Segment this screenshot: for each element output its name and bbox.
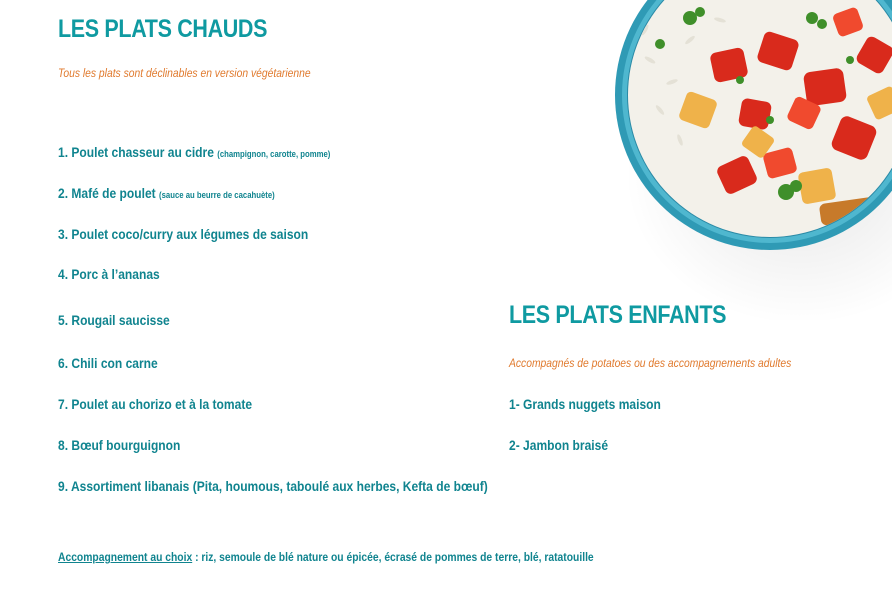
hot-dish-label: 1. Poulet chasseur au cidre — [58, 144, 214, 160]
sides-label: Accompagnement au choix — [58, 550, 193, 564]
hot-dish-label: 2. Mafé de poulet — [58, 185, 156, 201]
hot-dish-detail: (sauce au beurre de cacahuète) — [159, 190, 275, 200]
hot-dish-item-2 — [58, 185, 275, 201]
hot-dish-item-3: 3. Poulet coco/curry aux légumes de saison — [58, 226, 309, 242]
sides-note — [58, 550, 594, 564]
hot-dish-item-6: 6. Chili con carne — [58, 355, 158, 371]
hot-dishes-subtitle: Tous les plats sont déclinables en version végétarienne — [58, 66, 311, 80]
hot-dish-item-4: 4. Porc à l’ananas — [58, 266, 160, 282]
kids-dish-item-2: 2- Jambon braisé — [509, 437, 609, 453]
hot-dish-detail: (champignon, carotte, pomme) — [217, 149, 331, 159]
hot-dish-item-9: 9. Assortiment libanais (Pita, houmous, taboulé aux herbes, Kefta de bœuf) — [58, 478, 488, 494]
hot-dish-item-8: 8. Bœuf bourguignon — [58, 437, 181, 453]
kids-dishes-title: LES PLATS ENFANTS — [509, 301, 727, 329]
hot-dish-item-1 — [58, 144, 330, 160]
kids-dish-item-1: 1- Grands nuggets maison — [509, 396, 661, 412]
hot-dish-item-5: 5. Rougail saucisse — [58, 312, 170, 328]
hot-dishes-title: LES PLATS CHAUDS — [58, 15, 268, 43]
hot-dish-item-7: 7. Poulet au chorizo et à la tomate — [58, 396, 253, 412]
kids-dishes-subtitle: Accompagnés de potatoes ou des accompagnements adultes — [509, 356, 792, 370]
sides-text: : riz, semoule de blé nature ou épicée, écrasé de pommes de terre, blé, ratatouille — [192, 550, 594, 564]
